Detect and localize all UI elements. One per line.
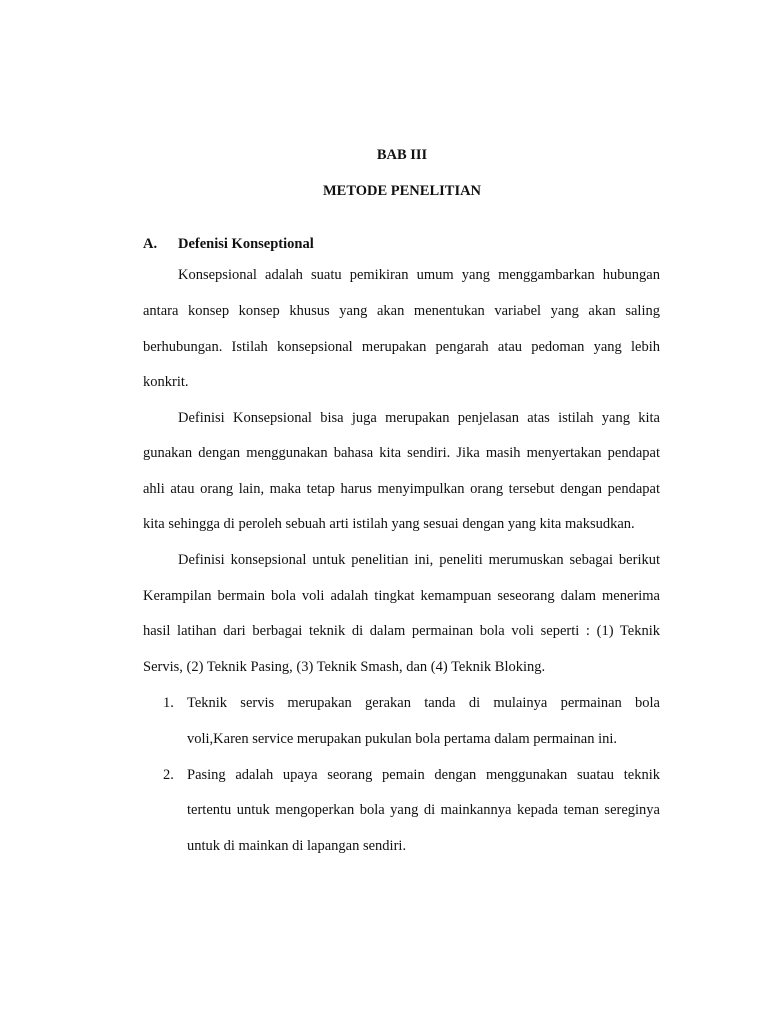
list-item-line: tertentu untuk mengoperkan bola yang di mainkannya kepada teman sereginya xyxy=(187,802,660,818)
paragraph-line: Definisi konsepsional untuk penelitian ini, peneliti merumuskan sebagai berikut xyxy=(178,552,660,568)
paragraph-line: Kerampilan bermain bola voli adalah tingkat kemampuan seseorang dalam menerima xyxy=(143,588,660,604)
list-item-marker: 2. xyxy=(163,767,174,783)
section-title: Defenisi Konseptional xyxy=(178,236,314,252)
list-item-line: voli,Karen service merupakan pukulan bola pertama dalam permainan ini. xyxy=(187,731,618,747)
paragraph-line: Servis, (2) Teknik Pasing, (3) Teknik Smash, dan (4) Teknik Bloking. xyxy=(143,659,546,675)
paragraph-line: Konsepsional adalah suatu pemikiran umum yang menggambarkan hubungan xyxy=(178,267,660,283)
list-item-line: Pasing adalah upaya seorang pemain dengan menggunakan suatau teknik xyxy=(187,767,660,783)
paragraph-line: konkrit. xyxy=(143,374,189,390)
list-item-line: Teknik servis merupakan gerakan tanda di mulainya permainan bola xyxy=(187,695,660,711)
paragraph-line: ahli atau orang lain, maka tetap harus menyimpulkan orang tersebut dengan pendapat xyxy=(143,481,660,497)
chapter-title: BAB III xyxy=(376,147,428,163)
list-item-marker: 1. xyxy=(163,695,174,711)
paragraph-line: gunakan dengan menggunakan bahasa kita sendiri. Jika masih menyertakan pendapat xyxy=(143,445,660,461)
chapter-subtitle: METODE PENELITIAN xyxy=(322,183,482,199)
paragraph-line: antara konsep konsep khusus yang akan menentukan variabel yang akan saling xyxy=(143,303,660,319)
section-number: A. xyxy=(143,236,158,252)
paragraph-line: kita sehingga di peroleh sebuah arti istilah yang sesuai dengan yang kita maksudkan. xyxy=(143,516,635,532)
paragraph-line: hasil latihan dari berbagai teknik di dalam permainan bola voli seperti : (1) Teknik xyxy=(143,623,660,639)
paragraph-line: berhubungan. Istilah konsepsional merupakan pengarah atau pedoman yang lebih xyxy=(143,339,660,355)
paragraph-line: Definisi Konsepsional bisa juga merupakan penjelasan atas istilah yang kita xyxy=(178,410,660,426)
list-item-line: untuk di mainkan di lapangan sendiri. xyxy=(187,838,407,854)
section-heading xyxy=(143,235,314,253)
